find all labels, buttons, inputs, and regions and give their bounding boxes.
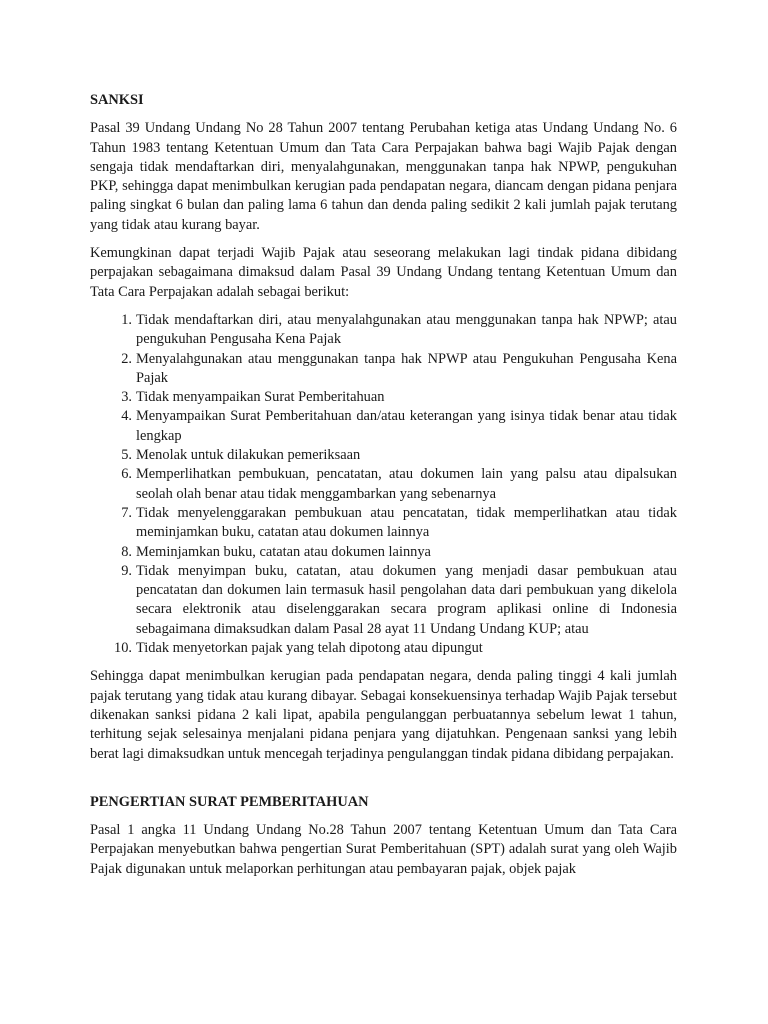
list-item	[90, 504, 677, 543]
list-item	[90, 388, 677, 407]
list-item-text: Menyampaikan Surat Pemberitahuan dan/atau keterangan yang isinya tidak benar atau tidak lengkap	[136, 408, 677, 444]
list-item	[90, 465, 677, 504]
list-item-number: 10.	[114, 640, 132, 657]
section-heading-pengertian: PENGERTIAN SURAT PEMBERITAHUAN	[90, 793, 369, 810]
list-item-number: 4.	[121, 408, 132, 425]
document-body	[90, 91, 677, 888]
list-item-text: Menolak untuk dilakukan pemeriksaan	[136, 447, 361, 464]
list-item	[90, 446, 677, 465]
list-item-text: Menyalahgunakan atau menggunakan tanpa hak NPWP atau Pengukuhan Pengusaha Kena Pajak	[136, 350, 677, 386]
paragraph-kemungkinan: Kemungkinan dapat terjadi Wajib Pajak atau seseorang melakukan lagi tindak pidana dibidang perpajakan sebagaimana dimaksud dalam Pasal 39 Undang Undang tentang Ketentuan Umum dan Tata Cara Perpajakan adalah sebagai berikut:	[90, 245, 677, 300]
list-item	[90, 350, 677, 389]
list-item-text: Tidak menyelenggarakan pembukuan atau pencatatan, tidak memperlihatkan atau tidak meminjamkan buku, catatan atau dokumen lainnya	[136, 504, 677, 541]
list-item	[90, 311, 677, 350]
list-item	[90, 562, 677, 639]
list-item-text: Tidak menyetorkan pajak yang telah dipotong atau dipungut	[136, 640, 483, 657]
section-heading-sanksi: SANKSI	[90, 92, 144, 108]
list-item-number: 8.	[121, 543, 132, 560]
list-item-text: Tidak menyampaikan Surat Pemberitahuan	[136, 389, 385, 406]
list-item-number: 2.	[121, 350, 132, 367]
list-item-text: Tidak menyimpan buku, catatan, atau dokumen yang menjadi dasar pembukuan atau pencatatan dan dokumen lain termasuk hasil pengolahan data dari pembukuan yang dikelola secara elektronik atau diselenggarakan secara program aplikasi online di Indonesia sebagaimana dimaksudkan dalam Pasal 28 ayat 11 Undang Undang KUP; atau	[136, 562, 677, 637]
paragraph-pasal-39: Pasal 39 Undang Undang No 28 Tahun 2007 tentang Perubahan ketiga atas Undang Undang No. 6 Tahun 1983 tentang Ketentuan Umum dan Tata Cara Perpajakan bahwa bagi Wajib Pajak dengan sengaja tidak mendaftarkan diri, menyalahgunakan, menggunakan tanpa hak NPWP, pengukuhan PKP, sehingga dapat menimbulkan kerugian pada pendapatan negara, diancam dengan pidana penjara paling singkat 6 bulan dan paling lama 6 tahun dan denda paling sedikit 2 kali jumlah pajak terutang yang tidak atau kurang bayar.	[90, 120, 677, 233]
paragraph-pasal-1: Pasal 1 angka 11 Undang Undang No.28 Tahun 2007 tentang Ketentuan Umum dan Tata Cara Perpajakan menyebutkan bahwa pengertian Surat Pemberitahuan (SPT) adalah surat yang oleh Wajib Pajak digunakan untuk melaporkan perhitungan atau pembayaran pajak, objek pajak	[90, 822, 677, 877]
list-item	[90, 407, 677, 446]
list-item	[90, 543, 677, 562]
list-item-number: 6.	[121, 466, 132, 483]
paragraph-sehingga: Sehingga dapat menimbulkan kerugian pada pendapatan negara, denda paling tinggi 4 kali jumlah pajak terutang yang tidak atau kurang dibayar. Sebagai konsekuensinya terhadap Wajib Pajak tersebut dikenakan sanksi pidana 2 kali lipat, apabila pengulanggan perbuatannya sebelum lewat 1 tahun, terhitung sejak selesainya menjalani pidana penjara yang dijatuhkan. Pengenaan sanksi yang lebih berat lagi dimaksudkan untuk mencegah terjadinya pengulanggan tindak pidana dibidang perpajakan.	[90, 668, 677, 762]
list-item-number: 9.	[121, 562, 132, 579]
offense-list	[90, 311, 677, 658]
list-item-number: 7.	[121, 504, 132, 521]
list-item-text: Tidak mendaftarkan diri, atau menyalahgunakan atau menggunakan tanpa hak NPWP; atau pengukuhan Pengusaha Kena Pajak	[136, 311, 677, 348]
list-item-number: 3.	[121, 389, 132, 406]
list-item-number: 5.	[121, 447, 132, 464]
list-item-text: Meminjamkan buku, catatan atau dokumen lainnya	[136, 543, 431, 560]
list-item	[90, 639, 677, 658]
list-item-number: 1.	[121, 311, 132, 328]
list-item-text: Memperlihatkan pembukuan, pencatatan, atau dokumen lain yang palsu atau dipalsukan seolah olah benar atau tidak menggambarkan yang sebenarnya	[136, 466, 677, 502]
